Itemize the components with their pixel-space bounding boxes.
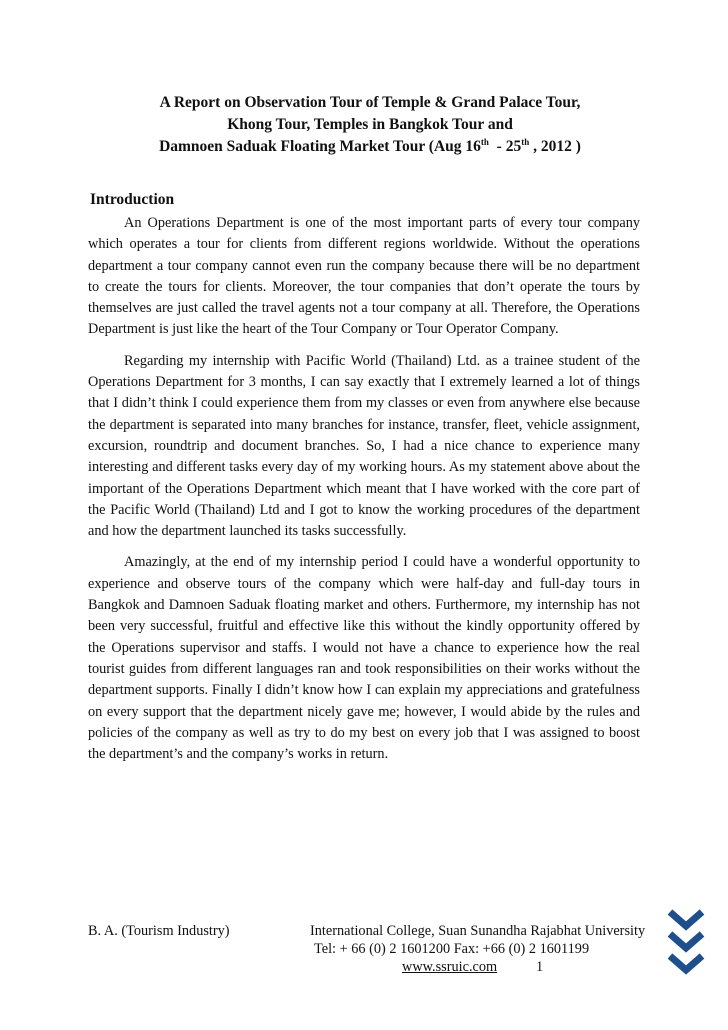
chevron-3 <box>670 956 702 970</box>
paragraph-1: An Operations Department is one of the most important parts of every tour company which operates a tour for clients from different regions worldwide. Without the operations department a tour company cannot even run the company because there will be no department to create the tours for clients. Moreover, the tour companies that don’t operate the tours by themselves are just called the travel agents not a tour company at all. Therefore, the Operations Department is just like the heart of the Tour Company or Tour Operator Company. <box>88 215 640 338</box>
paragraph-3: Amazingly, at the end of my internship period I could have a wonderful opportunity to experience and observe tours of the company which were half-day and full-day tours in Bangkok and Damnoen Saduak floating market and others. Furthermore, my internship has not been very successful, fruitful and effective like this without the kindly opportunity offered by the Operations supervisor and staffs. I would not have a chance to experience how the real tourist guides from different languages ran and took responsibilities on their works without the department supports. Finally I didn’t know how I can explain my appreciations and gratefulness on every support that the department nicely gave me; however, I would abide by the rules and policies of the company as well as try to do my best on every job that I was assigned to boost the department’s and the company’s works in return. <box>88 554 640 763</box>
footer-institution: International College, Suan Sunandha Rajabhat University <box>310 923 646 939</box>
superscript-2: th <box>521 137 530 147</box>
footer-website[interactable] <box>402 958 497 976</box>
body-text <box>88 213 640 775</box>
triple-chevron-down-icon <box>667 906 705 986</box>
paragraph-2: Regarding my internship with Pacific World (Thailand) Ltd. as a trainee student of the Operations Department for 3 months, I can say exactly that I extremely learned a lot of things that I didn’t think I could experience them from my classes or even from anywhere else because the department is separated into many branches for instance, transfer, fleet, vehicle assignment, excursion, roundtrip and document branches. So, I had a nice chance to experience many interesting and different tasks every day of my working hours. As my statement above about the important of the Operations Department which meant that I have worked with the core part of the Pacific World (Thailand) Ltd and I got to know the working procedures of the department and how the department launched its tasks successfully. <box>88 352 640 540</box>
website-link[interactable]: www.ssruic.com <box>402 959 498 975</box>
chevron-2 <box>670 934 702 948</box>
title-line-3 <box>90 136 650 158</box>
chevron-1 <box>670 912 702 926</box>
title-line-2: Khong Tour, Temples in Bangkok Tour and <box>227 116 513 133</box>
footer-contact: Tel: + 66 (0) 2 1601200 Fax: +66 (0) 2 1601199 <box>314 941 590 957</box>
title-line-3-part-a: Damnoen Saduak Floating Market Tour (Aug 16 <box>159 138 481 155</box>
title-line-3-part-b: - 25 <box>488 138 522 155</box>
section-heading: Introduction <box>90 191 175 208</box>
document-title <box>90 92 650 158</box>
page-number: 1 <box>536 959 544 975</box>
superscript-1: th <box>480 137 489 147</box>
footer-program: B. A. (Tourism Industry) <box>88 923 230 939</box>
title-line-3-part-c: , 2012 ) <box>529 138 581 155</box>
title-line-1: A Report on Observation Tour of Temple & Grand Palace Tour, <box>159 94 581 111</box>
